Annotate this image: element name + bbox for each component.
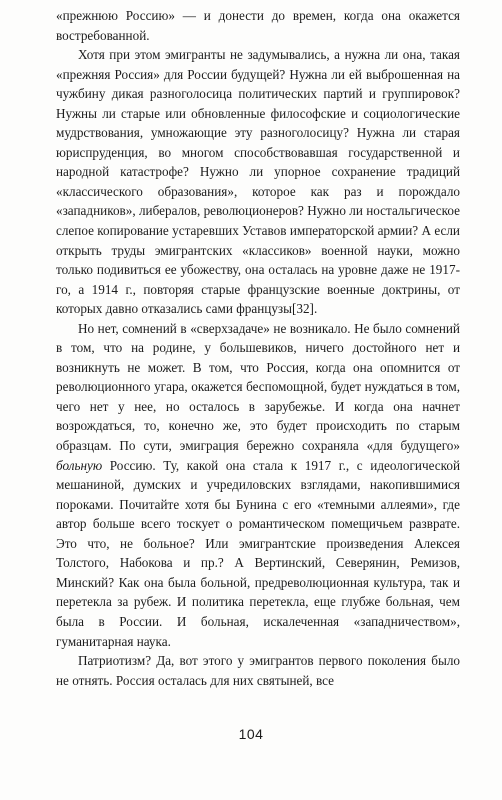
page-number: 104 (238, 726, 264, 742)
paragraph-2 (56, 45, 460, 319)
italic-run: больную (56, 457, 103, 473)
text-run: Хотя при этом эмигранты не задумывались, а нужна ли она, такая «прежняя Россия» для России будущей? Нужна ли ей выброшенная на чужбину дикая разноголосица политических партий и группировок? Нужны ли старые или обновленные философские и социологические мудрствования, умножающие эту разноголосицу? Нужна ли старая юриспруденция, во многом способствовавшая государственной и народной катастрофе? Нужно ли упорное сохранение традиций «классического образования», которое как раз и порождало «западников», либералов, революционеров? Нужно ли ностальгическое слепое копирование устаревших Уставов императорской армии? А если открыть труды эмигрантских «классиков» военной науки, можно только подивиться ее убожеству, она осталась на уровне даже не 1917-го, а 1914 г., повторяя старые французские военные доктрины, от которых давно отказались сами французы[32]. (56, 47, 460, 317)
paragraph-1 (56, 6, 460, 45)
text-run: Патриотизм? Да, вот этого у эмигрантов первого поколения было не отнять. Россия осталась для них святыней, все (56, 653, 460, 688)
text-run: Россию. Ту, какой она стала к 1917 г., с идеологической мешаниной, думских и учредиловских взглядами, накопившимися пороками. Почитайте хотя бы Бунина с его «темными аллеями», где автор больше всего тоскует о романтическом помещичьем разврате. Это что, не больное? Или эмигрантские произведения Алексея Толстого, Набокова и пр.? А Вертинский, Северянин, Ремизов, Минский? Как она была больной, предреволюционная культура, так и перетекла за рубеж. И политика перетекла, еще глубже больная, чем была в России. И больная, искалеченная «западничеством», гуманитарная наука. (56, 457, 460, 649)
paragraph-3 (56, 319, 460, 651)
text-run: Но нет, сомнений в «сверхзадаче» не возникало. Не было сомнений в том, что на родине, у большевиков, ничего достойного нет и возникнуть не может. В том, что Россия, когда она опомнится от революционного угара, окажется беспомощной, будет нуждаться в том, чего нет у нее, но осталось в зарубежье. И когда она начнет возрождаться, то, конечно же, это будет происходить по старым образцам. По сути, эмиграция бережно сохраняла «для будущего» (56, 320, 460, 454)
text-run: «прежнюю Россию» — и донести до времен, когда она окажется востребованной. (56, 8, 460, 43)
body-text (56, 6, 460, 690)
paragraph-4 (56, 651, 460, 690)
